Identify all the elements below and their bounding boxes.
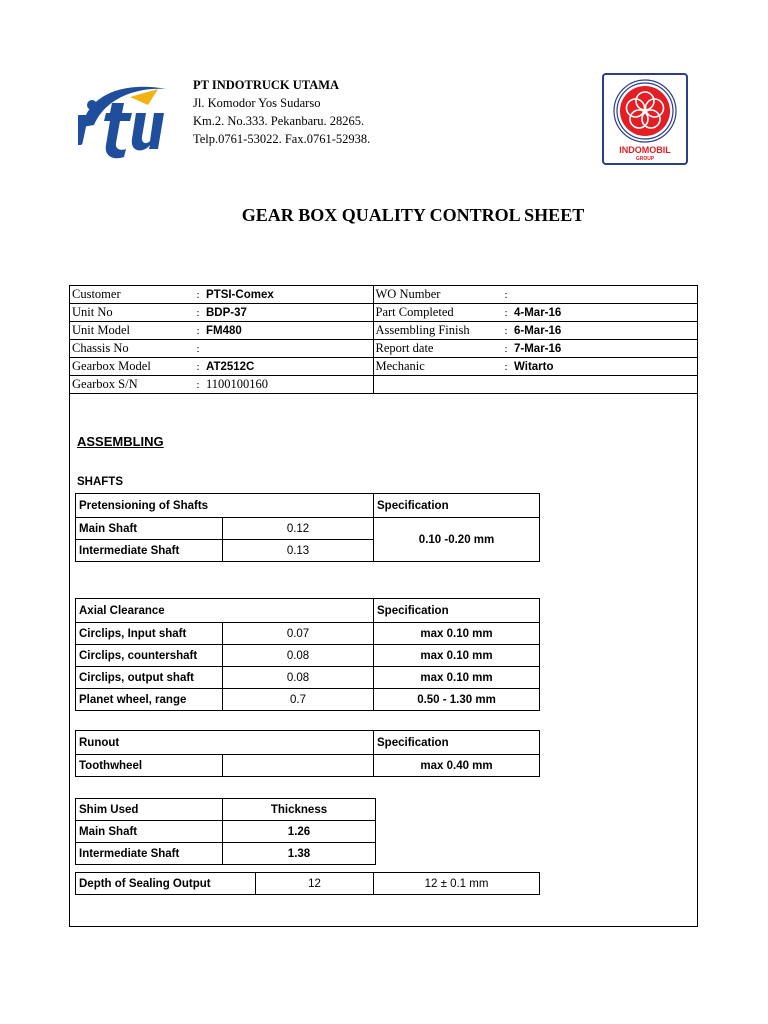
- info-row: [70, 340, 697, 358]
- mechanic-label: Mechanic: [373, 358, 500, 376]
- axial-row-label: Circlips, output shaft: [76, 667, 223, 689]
- colon: :: [500, 286, 512, 304]
- shim-table: [75, 798, 376, 865]
- colon: :: [192, 376, 204, 394]
- colon: :: [500, 358, 512, 376]
- toothwheel-value: [223, 755, 374, 777]
- gearbox-sn-value: 1100100160: [204, 376, 373, 394]
- main-shaft-value: 0.12: [223, 518, 374, 540]
- axial-header: Axial Clearance: [76, 599, 374, 623]
- table-row: [76, 623, 540, 645]
- itu-logo-graphic: [78, 75, 174, 165]
- company-phone: Telp.0761-53022. Fax.0761-52938.: [193, 132, 371, 146]
- axial-spec-header: Specification: [374, 599, 540, 623]
- gearbox-model-value: AT2512C: [204, 358, 373, 376]
- intermediate-shaft-value: 0.13: [223, 540, 374, 562]
- indomobil-logo-subtext: GROUP: [635, 156, 655, 162]
- assembling-heading: ASSEMBLING: [77, 434, 164, 449]
- part-completed-label: Part Completed: [373, 304, 500, 322]
- info-row: [70, 304, 697, 322]
- axial-row-value: 0.08: [223, 645, 374, 667]
- chassis-no-label: Chassis No: [70, 340, 192, 358]
- axial-row-label: Circlips, countershaft: [76, 645, 223, 667]
- itu-logo: [78, 75, 174, 165]
- indomobil-emblem: [604, 75, 686, 163]
- axial-row-label: Circlips, Input shaft: [76, 623, 223, 645]
- qc-sheet-frame: [69, 285, 698, 927]
- info-row: [70, 358, 697, 376]
- depth-value: 12: [256, 873, 374, 895]
- colon: :: [192, 358, 204, 376]
- gearbox-sn-label: Gearbox S/N: [70, 376, 192, 394]
- table-row: [76, 645, 540, 667]
- assembling-finish-value: 6-Mar-16: [512, 322, 697, 340]
- depth-spec: 12 ± 0.1 mm: [374, 873, 540, 895]
- colon: :: [500, 304, 512, 322]
- colon: :: [192, 286, 204, 304]
- shim-header: Shim Used: [76, 799, 223, 821]
- company-address-line2: Km.2. No.333. Pekanbaru. 28265.: [193, 114, 365, 128]
- depth-label: Depth of Sealing Output: [76, 873, 256, 895]
- info-row: [70, 286, 697, 304]
- customer-label: Customer: [70, 286, 192, 304]
- assembling-finish-label: Assembling Finish: [373, 322, 500, 340]
- unit-no-label: Unit No: [70, 304, 192, 322]
- toothwheel-label: Toothwheel: [76, 755, 223, 777]
- shim-intermediate-shaft-label: Intermediate Shaft: [76, 843, 223, 865]
- unit-model-label: Unit Model: [70, 322, 192, 340]
- wo-number-value: [512, 286, 697, 304]
- thickness-header: Thickness: [223, 799, 376, 821]
- customer-value: PTSI-Comex: [204, 286, 373, 304]
- table-row: [76, 755, 540, 777]
- axial-row-spec: max 0.10 mm: [374, 645, 540, 667]
- runout-header: Runout: [76, 731, 374, 755]
- empty-cell: [500, 376, 512, 394]
- company-name: PT INDOTRUCK UTAMA: [193, 78, 340, 92]
- colon: :: [500, 340, 512, 358]
- unit-no-value: BDP-37: [204, 304, 373, 322]
- shim-main-shaft-value: 1.26: [223, 821, 376, 843]
- unit-model-value: FM480: [204, 322, 373, 340]
- pretensioning-spec: 0.10 -0.20 mm: [374, 518, 540, 562]
- page-title: GEAR BOX QUALITY CONTROL SHEET: [241, 205, 585, 225]
- colon: :: [192, 304, 204, 322]
- axial-row-value: 0.08: [223, 667, 374, 689]
- indomobil-logo: [602, 73, 688, 165]
- runout-table: [75, 730, 540, 777]
- main-shaft-label: Main Shaft: [76, 518, 223, 540]
- info-row: [70, 376, 697, 394]
- table-row: [76, 689, 540, 711]
- company-address-line1: Jl. Komodor Yos Sudarso: [193, 96, 321, 110]
- table-row: [76, 873, 540, 895]
- axial-row-value: 0.7: [223, 689, 374, 711]
- toothwheel-spec: max 0.40 mm: [374, 755, 540, 777]
- empty-cell: [512, 376, 697, 394]
- axial-row-value: 0.07: [223, 623, 374, 645]
- table-header-row: [76, 494, 540, 518]
- depth-sealing-table: [75, 872, 540, 895]
- shim-intermediate-shaft-value: 1.38: [223, 843, 376, 865]
- axial-clearance-table: [75, 598, 540, 711]
- pretensioning-table: [75, 493, 540, 562]
- indomobil-logo-text: INDOMOBIL: [619, 145, 671, 155]
- unit-info-table: [70, 286, 697, 394]
- table-header-row: [76, 599, 540, 623]
- report-date-value: 7-Mar-16: [512, 340, 697, 358]
- shafts-heading: SHAFTS: [77, 476, 123, 488]
- intermediate-shaft-label: Intermediate Shaft: [76, 540, 223, 562]
- part-completed-value: 4-Mar-16: [512, 304, 697, 322]
- gearbox-model-label: Gearbox Model: [70, 358, 192, 376]
- table-row: [76, 667, 540, 689]
- info-row: [70, 322, 697, 340]
- axial-row-spec: 0.50 - 1.30 mm: [374, 689, 540, 711]
- report-date-label: Report date: [373, 340, 500, 358]
- table-row: [76, 843, 376, 865]
- shim-main-shaft-label: Main Shaft: [76, 821, 223, 843]
- table-row: [76, 821, 376, 843]
- table-header-row: [76, 731, 540, 755]
- runout-spec-header: Specification: [374, 731, 540, 755]
- colon: :: [192, 340, 204, 358]
- table-row: [76, 518, 540, 540]
- mechanic-value: Witarto: [512, 358, 697, 376]
- wo-number-label: WO Number: [373, 286, 500, 304]
- pretensioning-spec-header: Specification: [374, 494, 540, 518]
- chassis-no-value: [204, 340, 373, 358]
- empty-cell: [373, 376, 500, 394]
- axial-row-spec: max 0.10 mm: [374, 667, 540, 689]
- pretensioning-header: Pretensioning of Shafts: [76, 494, 374, 518]
- table-header-row: [76, 799, 376, 821]
- colon: :: [192, 322, 204, 340]
- colon: :: [500, 322, 512, 340]
- axial-row-label: Planet wheel, range: [76, 689, 223, 711]
- company-info: [193, 76, 370, 148]
- axial-row-spec: max 0.10 mm: [374, 623, 540, 645]
